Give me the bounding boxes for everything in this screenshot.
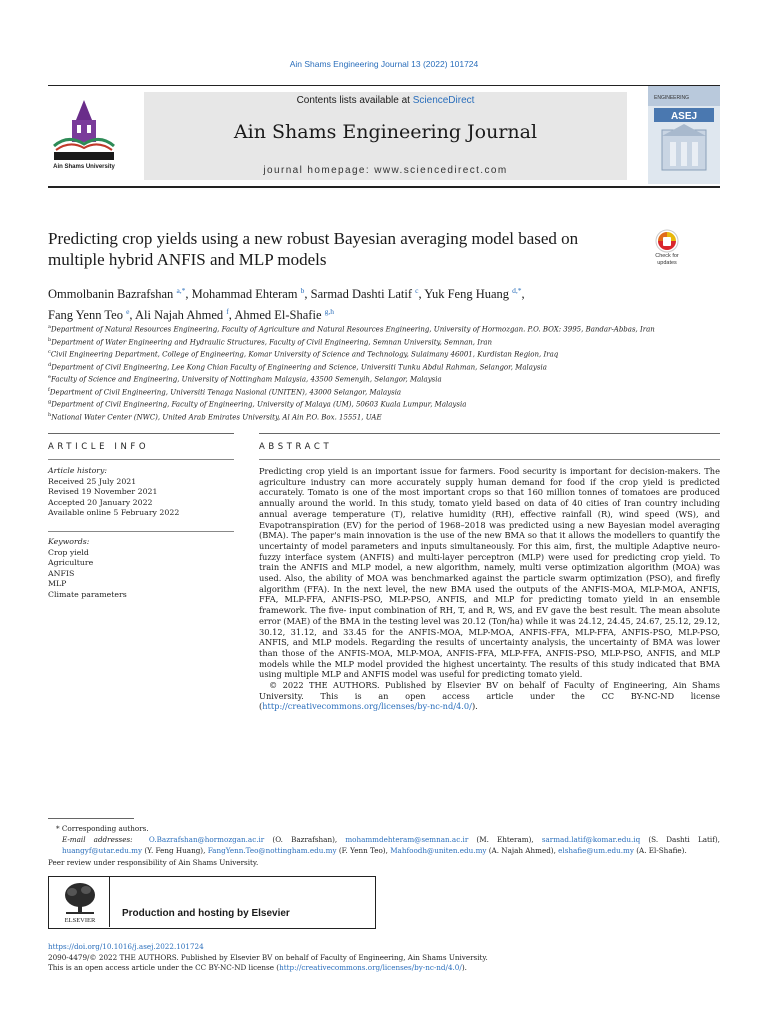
license-prefix: This is an open access article under the CC BY-NC-ND license ( bbox=[48, 963, 280, 973]
author-affil-mark[interactable]: f bbox=[226, 307, 229, 317]
email-owner: (M. Ehteram), bbox=[468, 835, 542, 845]
journal-homepage-link[interactable]: journal homepage: www.sciencedirect.com bbox=[263, 165, 508, 176]
affiliation-mark: a bbox=[48, 324, 51, 330]
article-history bbox=[48, 466, 234, 519]
affiliation-text: Faculty of Science and Engineering, University of Nottingham Malaysia, 43500 Semenyih, Selangor, Malaysia bbox=[50, 375, 442, 384]
email-owner: (S. Dashti Latif), bbox=[640, 835, 720, 845]
email-owner: (Y. Feng Huang), bbox=[142, 846, 208, 856]
production-text: Production and hosting by Elsevier bbox=[122, 908, 290, 919]
journal-name: Ain Shams Engineering Journal bbox=[233, 121, 538, 143]
affiliation-text: Department of Water Engineering and Hydraulic Structures, Faculty of Civil Engineering, Semnan University, Semnan, Iran bbox=[51, 337, 493, 346]
doi-link[interactable]: https://doi.org/10.1016/j.asej.2022.101724 bbox=[48, 942, 204, 951]
keyword-item: Agriculture bbox=[48, 558, 94, 568]
history-label: Article history: bbox=[48, 466, 108, 475]
email-owner: (O. Bazrafshan), bbox=[264, 835, 346, 845]
author-sep: , bbox=[521, 287, 525, 302]
article-info-heading: ARTICLE INFO bbox=[48, 442, 150, 452]
footer-license-link[interactable]: http://creativecommons.org/licenses/by-nc-nd/4.0/ bbox=[279, 963, 462, 973]
production-divider bbox=[109, 877, 110, 927]
license-line bbox=[48, 963, 720, 974]
email-link[interactable]: O.Bazrafshan@hormozgan.ac.ir bbox=[148, 835, 265, 845]
author-sep: , bbox=[418, 287, 425, 302]
author-name: Fang Yenn Teo bbox=[48, 308, 123, 323]
contents-prefix: Contents lists available at bbox=[296, 95, 413, 106]
author-affil-mark[interactable]: g,h bbox=[324, 307, 334, 317]
history-item: Available online 5 February 2022 bbox=[48, 508, 180, 518]
history-item: Received 25 July 2021 bbox=[48, 476, 137, 486]
author-list bbox=[48, 282, 720, 324]
cover-label-top: ENGINEERING bbox=[654, 95, 690, 101]
license-suffix: ). bbox=[461, 963, 467, 973]
affiliation-item bbox=[48, 372, 720, 385]
author-sep: , bbox=[304, 287, 311, 302]
cover-label-main: ASEJ bbox=[670, 111, 698, 122]
copyright-end: ). bbox=[471, 701, 478, 712]
license-link[interactable]: http://creativecommons.org/licenses/by-nc-nd/4.0/ bbox=[262, 701, 472, 712]
contents-line bbox=[144, 95, 627, 106]
author-name: Yuk Feng Huang bbox=[424, 287, 510, 302]
author-name: Ommolbanin Bazrafshan bbox=[48, 287, 174, 302]
article-info-rule bbox=[48, 459, 234, 460]
keyword-item: MLP bbox=[48, 579, 67, 589]
email-label: E-mail addresses: bbox=[62, 835, 133, 845]
affiliation-mark: f bbox=[48, 386, 50, 393]
author-name: Ali Najah Ahmed bbox=[134, 308, 224, 323]
check-updates-line2: updates bbox=[657, 259, 677, 266]
email-addresses bbox=[48, 834, 720, 856]
elsevier-wordmark: ELSEVIER bbox=[64, 917, 96, 924]
affiliation-item bbox=[48, 410, 720, 423]
logo-caption: Ain Shams University bbox=[53, 164, 115, 170]
author-affil-mark[interactable]: d,* bbox=[512, 286, 522, 295]
journal-citation-link[interactable]: Ain Shams Engineering Journal 13 (2022) 101724 bbox=[289, 59, 479, 69]
email-link[interactable]: mohammdehteram@semnan.ac.ir bbox=[345, 835, 469, 845]
affiliation-text: Department of Civil Engineering, Faculty of Engineering, University of Malaya (UM), 50603 Kuala Lumpur, Malaysia bbox=[51, 400, 467, 409]
abstract-rule bbox=[259, 459, 720, 460]
email-owner: (F. Yenn Teo), bbox=[336, 846, 391, 856]
affiliation-item bbox=[48, 322, 720, 335]
keyword-item: Climate parameters bbox=[48, 589, 127, 599]
affiliation-mark: c bbox=[48, 349, 51, 356]
author-name: Sarmad Dashti Latif bbox=[310, 287, 413, 302]
masthead-bottom-rule bbox=[48, 186, 720, 188]
affiliation-text: National Water Center (NWC), United Arab Emirates University, Al Ain P.O. Box. 15551, UAE bbox=[51, 413, 382, 422]
affiliation-item bbox=[48, 397, 720, 410]
abstract-text: Predicting crop yield is an important issue for farmers. Food security is important for decision-makers. The agriculture industry can more accurately supply human demand for food if the crop yield is predicted accurately. Tomato is one of the most important crops so that 160 million tonnes of tomatoes are produced annually around the world. In this study, tomato yield based on data of 40 cities of Iran country including annual average temperature (T), relative humidity (RH), effective rainfall (R), wind speed (WS), and Evapotranspiration (EV) for the period of 1968–2018 was predicted using a new Bayesian model averaging (BMA). The paper's main innovation is the use of the new BMA so that it allows the modellers to quantify the uncertainty of model parameters and inputs simultaneously. For this aim, first, the multiple Adaptive neuro-fuzzy interface system (ANFIS) and multi-layer perceptron (MLP) were used for predicting crop yield. To train the ANFIS and MLP model, a new algorithm, namely, multi verse optimization algorithm (MOA) was used. Also, the ability of MOA was benchmarked against the particle swarm optimization (PSO), and firefly algorithm (FFA). In the next level, the new BMA used the outputs of the ANFIS-MOA, MLP-MOA, ANFIS, FFA, MLP-FFA, ANFIS-PSO, MLP-PSO, ANFIS, and MLP for predicting tomato yield in an ensemble framework. The five- input combination of RH, T, and R, WS, and EV gave the best result. The mean absolute error (MAE) of the BMA in the testing level was 20.12 (Ton/ha) while it was 24.12, 24.45, 24.67, 25.12, 29.12, 30.12, 31.12, and 33.45 for the ANFIS-MOA, MLP-MOA, ANFIS-FFA, MLP-FFA, ANFIS-PSO, MLP-PSO, ANFIS, and MLP models. Regarding the results of uncertainty analysis, the uncertainty of BMA was lower than those of the ANFIS-MOA, MLP-MOA, ANFIS-FFA, MLP-FFA, ANFIS-PSO, MLP-PSO, ANFIS, and MLP models while the MLP model provided the highest uncertainty. The results of this study indicated that BMA using multiple MLP and ANFIS model was useful for predicting tomato yield. bbox=[259, 466, 720, 680]
article-info-top-rule bbox=[48, 433, 234, 434]
footnotes bbox=[48, 823, 720, 868]
masthead-top-rule bbox=[48, 85, 720, 86]
affiliation-text: Civil Engineering Department, College of Engineering, Komar University of Science and Technology, Sulaimany 46001, Kurdistan Region, Iraq bbox=[50, 350, 559, 359]
keywords-label: Keywords: bbox=[48, 537, 90, 546]
email-link[interactable]: FangYenn.Teo@nottingham.edu.my bbox=[207, 846, 337, 856]
affiliation-item bbox=[48, 385, 720, 398]
author-name: Mohammad Ehteram bbox=[191, 287, 298, 302]
author-affil-mark[interactable]: b bbox=[300, 286, 305, 295]
history-item: Accepted 20 January 2022 bbox=[48, 497, 153, 507]
affiliation-text: Department of Civil Engineering, Lee Kong Chian Faculty of Engineering and Science, Universiti Tunku Abdul Rahman, Selangor, Malaysia bbox=[51, 362, 547, 371]
author-affil-mark[interactable]: a,* bbox=[176, 286, 186, 295]
check-updates-line1: Check for bbox=[655, 253, 679, 259]
affiliation-text: Department of Natural Resources Engineering, Faculty of Agriculture and Natural Resources Engineering, University of Hormozgan. P.O. BOX: 3995, Bandar-Abbas, Iran bbox=[50, 325, 655, 334]
elsevier-tree-icon bbox=[58, 880, 102, 924]
affiliation-item bbox=[48, 360, 720, 373]
check-updates-label[interactable] bbox=[646, 253, 688, 266]
article-title: Predicting crop yields using a new robust Bayesian averaging model based on multiple hybrid ANFIS and MLP models bbox=[48, 229, 579, 269]
keywords-rule bbox=[48, 531, 234, 532]
email-link[interactable]: elshafie@um.edu.my bbox=[558, 846, 634, 856]
affiliation-text: Department of Civil Engineering, Universiti Tenaga Nasional (UNITEN), 43000 Selangor, Malaysia bbox=[49, 387, 402, 396]
issn-copyright: 2090-4479/© 2022 THE AUTHORS. Published by Elsevier BV on behalf of Faculty of Engineering, Ain Shams University. bbox=[48, 952, 488, 962]
email-owner: (A. Najah Ahmed), bbox=[486, 846, 559, 856]
affiliation-mark: b bbox=[48, 336, 52, 343]
affiliation-mark: e bbox=[48, 374, 51, 381]
footnote-rule bbox=[48, 818, 134, 819]
affiliation-mark: d bbox=[48, 361, 52, 368]
abstract-body bbox=[259, 466, 720, 712]
university-logo bbox=[48, 94, 120, 174]
article-footer bbox=[48, 942, 720, 974]
keyword-item: Crop yield bbox=[48, 547, 89, 557]
history-item: Revised 19 November 2021 bbox=[48, 487, 158, 497]
abstract-heading: ABSTRACT bbox=[259, 442, 333, 452]
journal-cover-thumbnail bbox=[648, 86, 720, 184]
email-link[interactable]: Mahfoodh@uniten.edu.my bbox=[390, 846, 487, 856]
corresponding-note: * Corresponding authors. bbox=[56, 824, 149, 833]
sciencedirect-link[interactable]: ScienceDirect bbox=[412, 95, 475, 106]
affiliation-item bbox=[48, 335, 720, 348]
affiliation-list bbox=[48, 322, 720, 422]
author-sep: , bbox=[129, 308, 135, 323]
author-sep: , bbox=[228, 308, 235, 323]
abstract-copyright bbox=[259, 680, 720, 712]
copyright-text: © 2022 THE AUTHORS. Published by Elsevier BV on behalf of Faculty of Engineering, Ain Shams University. This is an open access article under the CC BY-NC-ND license ( bbox=[259, 680, 720, 712]
keywords bbox=[48, 537, 234, 601]
abstract-top-rule bbox=[259, 433, 720, 434]
email-link[interactable]: huangyf@utar.edu.my bbox=[62, 846, 143, 856]
peer-review-note: Peer review under responsibility of Ain Shams University. bbox=[48, 857, 259, 867]
author-sep: , bbox=[185, 287, 192, 302]
author-affil-mark[interactable]: c bbox=[415, 286, 419, 295]
keyword-item: ANFIS bbox=[48, 568, 75, 578]
email-owner: (A. El-Shafie). bbox=[633, 846, 687, 856]
affiliation-mark: g bbox=[48, 399, 52, 406]
email-link[interactable]: sarmad.latif@komar.edu.iq bbox=[541, 835, 641, 845]
affiliation-mark: h bbox=[48, 411, 52, 418]
author-affil-mark[interactable]: e bbox=[126, 307, 130, 317]
affiliation-item bbox=[48, 347, 720, 360]
author-name: Ahmed El-Shafie bbox=[234, 308, 322, 323]
